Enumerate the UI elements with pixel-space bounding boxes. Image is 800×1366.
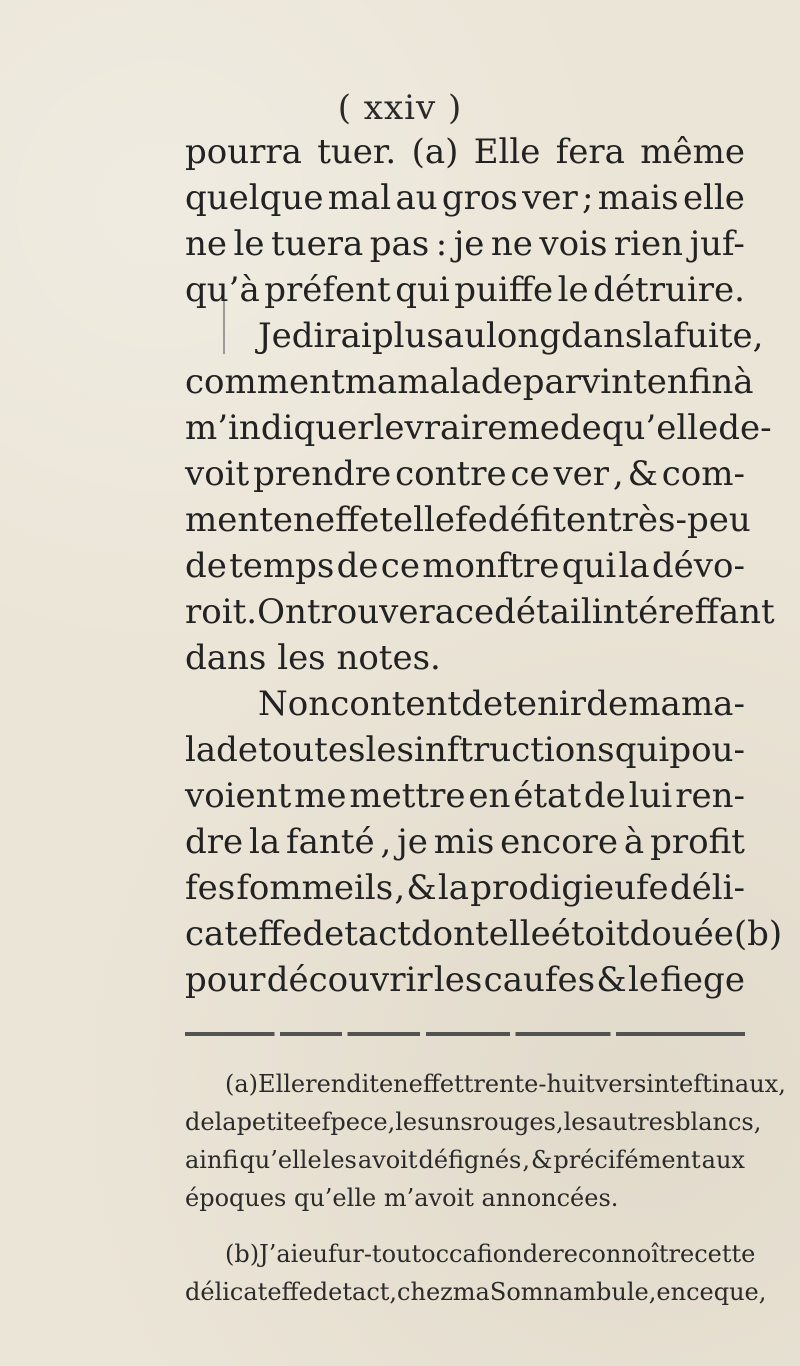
word: de: [583, 776, 626, 816]
word: tuera: [271, 224, 364, 264]
word: la: [618, 546, 650, 586]
body-line-7: [185, 408, 772, 448]
word: ,: [778, 1070, 786, 1098]
word: pou-: [669, 730, 745, 770]
footnote-separator: [185, 1032, 745, 1036]
word: toutes: [258, 730, 366, 770]
word: fes: [185, 868, 236, 908]
word: qu’elle: [239, 1146, 322, 1174]
body-line-12: dans les notes.: [185, 638, 441, 678]
word: tuer.: [317, 132, 397, 172]
word: autres: [597, 1108, 676, 1136]
word: rien: [613, 224, 684, 264]
word: effet: [408, 1070, 464, 1098]
word: ainfi: [185, 1146, 239, 1174]
word: cette: [694, 1240, 756, 1268]
word: rouges: [472, 1108, 556, 1136]
word: prendre: [253, 454, 392, 494]
word: ment: [185, 500, 273, 540]
word: blancs: [675, 1108, 754, 1136]
word: le: [233, 224, 265, 264]
word: fur-tout: [328, 1240, 422, 1268]
word: effet: [314, 500, 394, 540]
word: (b): [225, 1240, 260, 1268]
word: lui: [628, 776, 673, 816]
word: à: [623, 822, 645, 862]
word: dre: [185, 822, 244, 862]
word: fanté: [286, 822, 375, 862]
word: mal: [327, 178, 392, 218]
word: malade: [397, 362, 523, 402]
word: pourra: [185, 132, 302, 172]
word: petite: [236, 1108, 308, 1136]
body-line-13: [258, 684, 745, 724]
body-line-16: [185, 822, 745, 862]
word: fe: [455, 500, 488, 540]
word: m’indiquer: [185, 408, 374, 448]
word: ,: [648, 1278, 657, 1306]
word: J’ai: [259, 1240, 299, 1268]
word: long: [485, 316, 561, 356]
word: défignés: [418, 1146, 522, 1174]
word: &: [627, 454, 658, 494]
word: de-: [718, 408, 772, 448]
word: me: [294, 776, 347, 816]
word: &: [596, 960, 627, 1000]
word: ma: [452, 1278, 490, 1306]
body-line-11: [185, 592, 775, 632]
word: au: [443, 316, 486, 356]
word: qui: [614, 730, 670, 770]
word: ma-: [680, 684, 745, 724]
word: enfin: [646, 362, 734, 402]
word: &: [406, 868, 437, 908]
word: puiffe: [454, 270, 554, 310]
word: défit: [487, 500, 566, 540]
word: en: [656, 1278, 687, 1306]
word: ce: [455, 592, 495, 632]
word: voient: [185, 776, 292, 816]
word: elle: [682, 178, 745, 218]
word: Je: [258, 316, 292, 356]
word: elle: [488, 914, 551, 954]
body-line-15: [185, 776, 745, 816]
word: inteftinaux: [646, 1070, 779, 1098]
word: content: [330, 684, 462, 724]
word: Somnambule: [489, 1278, 649, 1306]
word: ne: [490, 224, 533, 264]
word: vois: [539, 224, 608, 264]
word: plus: [371, 316, 444, 356]
word: ce: [380, 546, 420, 586]
word: je: [453, 224, 485, 264]
word: étoit: [550, 914, 630, 954]
word: Elle: [473, 132, 541, 172]
word: en: [468, 776, 511, 816]
body-line-4: [185, 270, 745, 310]
footnote-line-2: [185, 1108, 762, 1144]
body-line-10: [185, 546, 745, 586]
word: la: [249, 822, 281, 862]
word: je: [397, 822, 428, 862]
word: ,: [612, 454, 624, 494]
word: ce: [686, 1278, 714, 1306]
word: &: [530, 1146, 553, 1174]
body-line-1: [185, 132, 745, 172]
word: uns: [429, 1108, 473, 1136]
word: fera: [555, 132, 625, 172]
word: prodigieufe: [470, 868, 669, 908]
word: les: [395, 1108, 430, 1136]
word: juf-: [689, 224, 745, 264]
word: mis: [433, 822, 495, 862]
word: caufes: [483, 960, 596, 1000]
word: de: [312, 1278, 343, 1306]
word: ,: [380, 822, 392, 862]
body-line-8: [185, 454, 745, 494]
word: parvint: [522, 362, 647, 402]
word: eu: [298, 1240, 328, 1268]
word: les: [322, 1146, 357, 1174]
footnote-line-1: [225, 1070, 786, 1106]
word: les: [563, 1108, 598, 1136]
word: efpece: [307, 1108, 388, 1136]
word: pour: [185, 960, 266, 1000]
body-line-18: [185, 914, 783, 954]
word: Non: [258, 684, 331, 724]
word: (a): [225, 1070, 259, 1098]
word: dont: [410, 914, 489, 954]
word: même: [640, 132, 745, 172]
word: intéreffant: [591, 592, 775, 632]
word: ,: [394, 868, 406, 908]
word: trouvera: [306, 592, 455, 632]
word: la: [437, 868, 469, 908]
body-line-6: [185, 362, 754, 402]
word: cateffe: [185, 914, 303, 954]
word: découvrir: [266, 960, 433, 1000]
word: pas: [369, 224, 430, 264]
word: lade: [185, 730, 259, 770]
word: reconnoître: [552, 1240, 695, 1268]
word: trente-huit: [463, 1070, 595, 1098]
word: mettre: [349, 776, 466, 816]
word: qu’elle: [601, 408, 719, 448]
word: déli-: [669, 868, 745, 908]
word: douée: [629, 914, 734, 954]
word: tenir: [503, 684, 587, 724]
word: précifément: [553, 1146, 701, 1174]
body-line-5: [258, 316, 764, 356]
word: à: [733, 362, 754, 402]
word: que,: [713, 1278, 767, 1306]
footnote-line-4: époques qu’elle m’avoit annoncées.: [185, 1184, 619, 1212]
word: dirai: [291, 316, 372, 356]
word: occafion: [421, 1240, 523, 1268]
body-line-9: [185, 500, 751, 540]
body-line-17: [185, 868, 745, 908]
word: ,: [389, 1278, 398, 1306]
word: chez: [397, 1278, 453, 1306]
word: remede: [471, 408, 602, 448]
word: Elle: [258, 1070, 306, 1098]
word: délicateffe: [185, 1278, 313, 1306]
word: comment: [185, 362, 345, 402]
word: (b): [733, 914, 783, 954]
word: ,: [387, 1108, 396, 1136]
footnote-line-6: [185, 1278, 767, 1314]
word: le: [373, 408, 405, 448]
word: ma: [628, 684, 681, 724]
word: dévo-: [651, 546, 745, 586]
word: fommeils: [236, 868, 394, 908]
word: fuite,: [673, 316, 764, 356]
word: le: [557, 270, 589, 310]
word: la: [214, 1108, 237, 1136]
word: le: [627, 960, 659, 1000]
body-line-19: [185, 960, 745, 1000]
word: de: [586, 684, 629, 724]
word: qui: [561, 546, 617, 586]
word: quelque: [185, 178, 324, 218]
word: inftructions: [414, 730, 615, 770]
word: rendit: [305, 1070, 379, 1098]
word: en: [272, 500, 315, 540]
body-line-14: [185, 730, 745, 770]
word: encore: [500, 822, 619, 862]
word: On: [257, 592, 307, 632]
word: ,: [555, 1108, 564, 1136]
body-line-2: [185, 178, 745, 218]
word: de: [185, 546, 227, 586]
word: avoit: [357, 1146, 418, 1174]
word: de: [522, 1240, 553, 1268]
word: elle: [393, 500, 456, 540]
word: qu’à: [185, 270, 260, 310]
word: détruire.: [593, 270, 745, 310]
word: détail: [494, 592, 592, 632]
word: très-peu: [608, 500, 751, 540]
word: ne: [185, 224, 228, 264]
word: ma: [344, 362, 398, 402]
word: de: [461, 684, 504, 724]
word: ren-: [675, 776, 745, 816]
word: en: [565, 500, 608, 540]
word: préfent: [264, 270, 391, 310]
word: ver: [553, 454, 610, 494]
word: ce: [510, 454, 550, 494]
page-number: ( xxiv ): [337, 88, 463, 128]
word: vers: [594, 1070, 647, 1098]
word: (a): [411, 132, 459, 172]
footnote-line-5: [225, 1240, 756, 1276]
word: vrai: [404, 408, 472, 448]
word: la: [642, 316, 674, 356]
word: ;: [582, 178, 594, 218]
word: voit: [185, 454, 250, 494]
word: ,: [753, 1108, 762, 1136]
word: mais: [597, 178, 679, 218]
body-line-3: [185, 224, 745, 264]
word: ver: [522, 178, 578, 218]
word: contre: [395, 454, 507, 494]
word: :: [435, 224, 448, 264]
word: tact: [342, 1278, 390, 1306]
word: les: [433, 960, 483, 1000]
word: monftre: [422, 546, 560, 586]
footnote-line-3: [185, 1146, 745, 1182]
word: de: [336, 546, 379, 586]
word: de: [185, 1108, 215, 1136]
word: au: [395, 178, 438, 218]
word: roit.: [185, 592, 258, 632]
word: état: [513, 776, 581, 816]
word: de: [302, 914, 345, 954]
word: les: [365, 730, 414, 770]
word: com-: [661, 454, 745, 494]
word: fiege: [660, 960, 745, 1000]
word: aux: [701, 1146, 745, 1174]
word: ,: [522, 1146, 530, 1174]
word: profit: [650, 822, 745, 862]
word: gros: [441, 178, 518, 218]
word: en: [378, 1070, 409, 1098]
word: tact: [344, 914, 411, 954]
word: temps: [229, 546, 335, 586]
word: dans: [560, 316, 643, 356]
word: qui: [395, 270, 450, 310]
